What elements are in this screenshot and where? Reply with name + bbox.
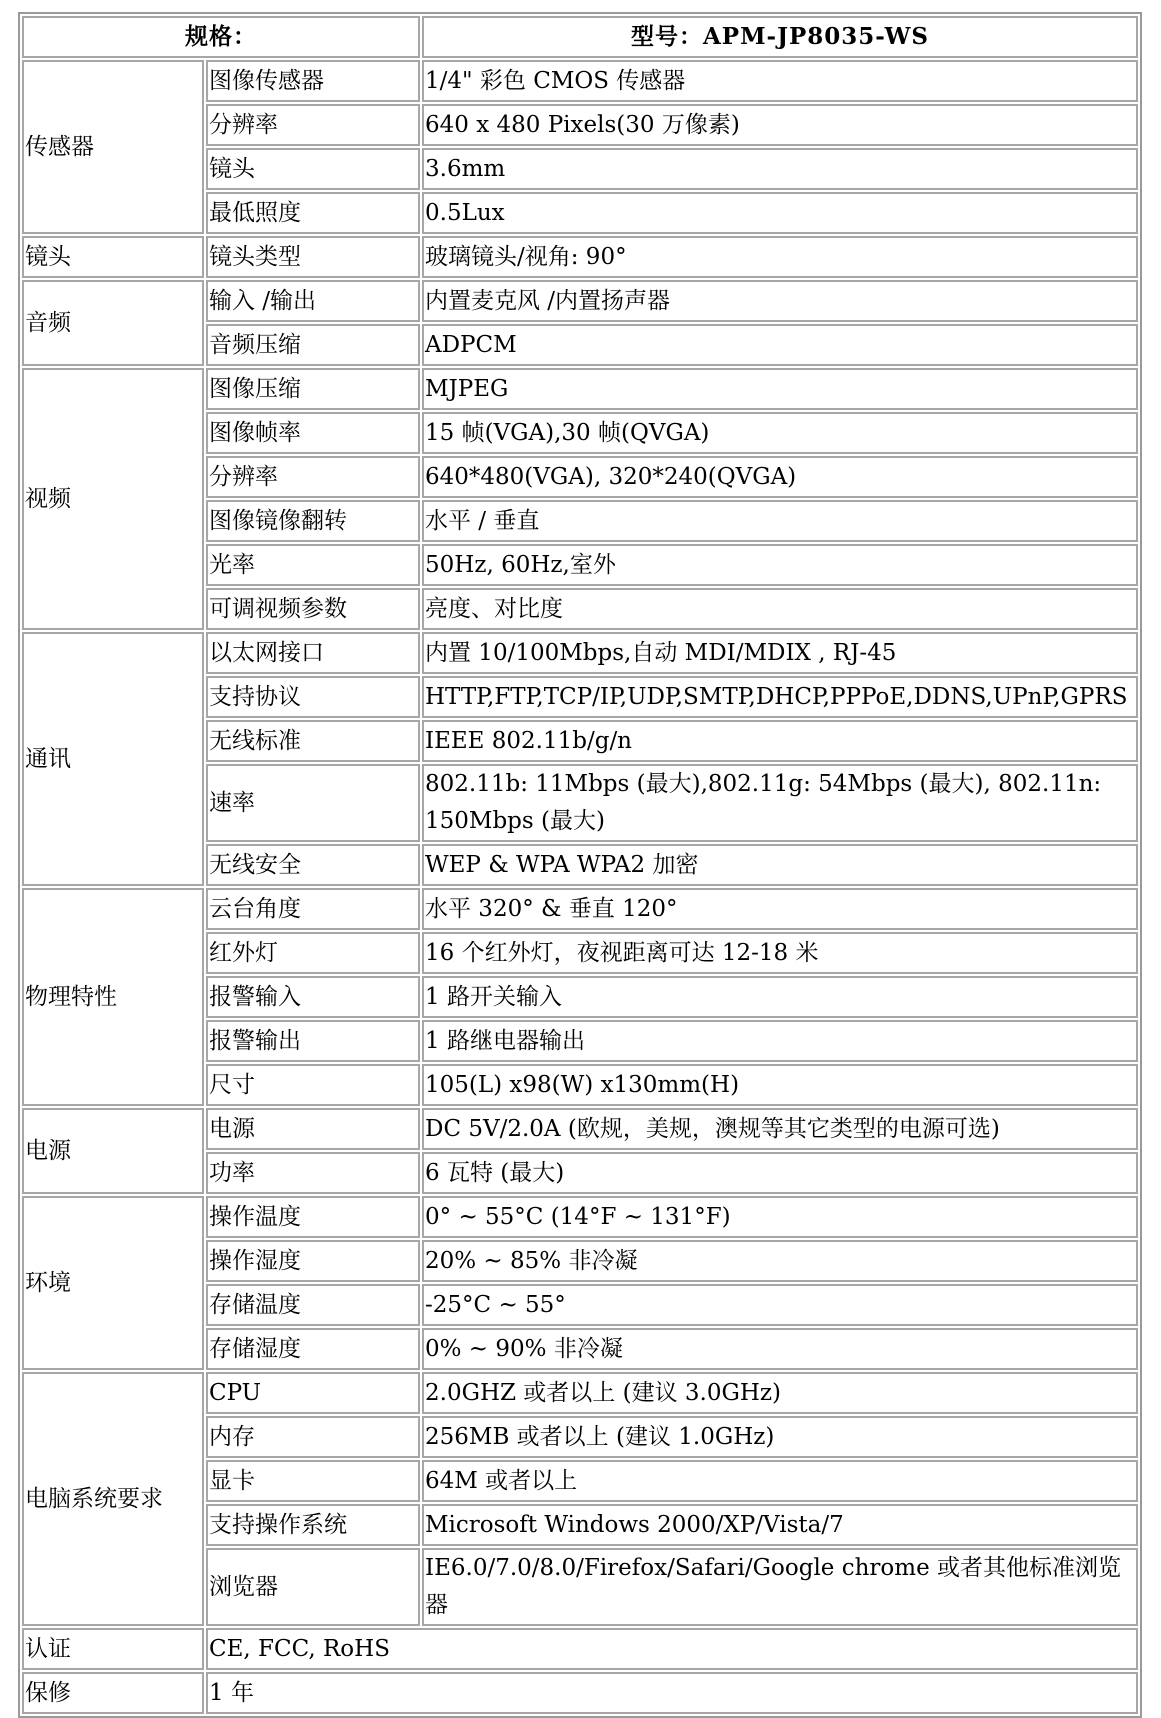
value-cell: WEP & WPA WPA2 加密 [422, 844, 1138, 886]
category-cell: 环境 [22, 1196, 204, 1370]
item-cell: 显卡 [206, 1460, 420, 1502]
item-cell: 最低照度 [206, 192, 420, 234]
value-cell: 1 路继电器输出 [422, 1020, 1138, 1062]
item-cell: 无线标准 [206, 720, 420, 762]
item-cell: 操作温度 [206, 1196, 420, 1238]
value-cell: 640 x 480 Pixels(30 万像素) [422, 104, 1138, 146]
value-cell: 6 瓦特 (最大) [422, 1152, 1138, 1194]
value-cell: 105(L) x98(W) x130mm(H) [422, 1064, 1138, 1106]
footer-row [22, 1628, 1138, 1670]
item-cell: 图像压缩 [206, 368, 420, 410]
category-cell: 电脑系统要求 [22, 1372, 204, 1626]
category-cell: 认证 [22, 1628, 204, 1670]
category-cell: 物理特性 [22, 888, 204, 1106]
value-cell: 15 帧(VGA),30 帧(QVGA) [422, 412, 1138, 454]
item-cell: 镜头类型 [206, 236, 420, 278]
item-cell: 存储湿度 [206, 1328, 420, 1370]
category-cell: 电源 [22, 1108, 204, 1194]
value-cell: 1 路开关输入 [422, 976, 1138, 1018]
spec-row [22, 280, 1138, 322]
value-cell: 亮度、对比度 [422, 588, 1138, 630]
category-cell: 音频 [22, 280, 204, 366]
category-cell: 视频 [22, 368, 204, 630]
spec-row [22, 1372, 1138, 1414]
item-cell: 图像帧率 [206, 412, 420, 454]
value-cell: 3.6mm [422, 148, 1138, 190]
item-cell: 内存 [206, 1416, 420, 1458]
value-cell: 1 年 [206, 1672, 1138, 1714]
value-cell: 水平 / 垂直 [422, 500, 1138, 542]
item-cell: 电源 [206, 1108, 420, 1150]
value-cell: 0° ~ 55°C (14°F ~ 131°F) [422, 1196, 1138, 1238]
spec-row [22, 60, 1138, 102]
value-cell: 内置 10/100Mbps,自动 MDI/MDIX , RJ-45 [422, 632, 1138, 674]
value-cell: 玻璃镜头/视角: 90° [422, 236, 1138, 278]
value-cell: 内置麦克风 /内置扬声器 [422, 280, 1138, 322]
item-cell: 输入 /输出 [206, 280, 420, 322]
spec-table [18, 12, 1142, 1718]
item-cell: 图像传感器 [206, 60, 420, 102]
value-cell: 0.5Lux [422, 192, 1138, 234]
value-cell: 640*480(VGA), 320*240(QVGA) [422, 456, 1138, 498]
spec-row [22, 368, 1138, 410]
item-cell: 分辨率 [206, 456, 420, 498]
item-cell: 浏览器 [206, 1548, 420, 1626]
value-cell: CE, FCC, RoHS [206, 1628, 1138, 1670]
value-cell: IEEE 802.11b/g/n [422, 720, 1138, 762]
spec-row [22, 1108, 1138, 1150]
value-cell: 802.11b: 11Mbps (最大),802.11g: 54Mbps (最大), 802.11n: 150Mbps (最大) [422, 764, 1138, 842]
item-cell: 功率 [206, 1152, 420, 1194]
value-cell: Microsoft Windows 2000/XP/Vista/7 [422, 1504, 1138, 1546]
item-cell: 分辨率 [206, 104, 420, 146]
header-spec: 规格： [22, 16, 420, 58]
value-cell: DC 5V/2.0A (欧规，美规，澳规等其它类型的电源可选) [422, 1108, 1138, 1150]
item-cell: 操作湿度 [206, 1240, 420, 1282]
item-cell: 云台角度 [206, 888, 420, 930]
spec-row [22, 888, 1138, 930]
value-cell: -25°C ~ 55° [422, 1284, 1138, 1326]
item-cell: 红外灯 [206, 932, 420, 974]
category-cell: 保修 [22, 1672, 204, 1714]
value-cell: 16 个红外灯，夜视距离可达 12-18 米 [422, 932, 1138, 974]
value-cell: 2.0GHZ 或者以上 (建议 3.0GHz) [422, 1372, 1138, 1414]
item-cell: 报警输入 [206, 976, 420, 1018]
value-cell: 水平 320° & 垂直 120° [422, 888, 1138, 930]
value-cell: HTTP,FTP,TCP/IP,UDP,SMTP,DHCP,PPPoE,DDNS,UPnP,GPRS [422, 676, 1138, 718]
category-cell: 通讯 [22, 632, 204, 886]
spec-row [22, 1196, 1138, 1238]
item-cell: 图像镜像翻转 [206, 500, 420, 542]
item-cell: 无线安全 [206, 844, 420, 886]
item-cell: CPU [206, 1372, 420, 1414]
item-cell: 速率 [206, 764, 420, 842]
item-cell: 尺寸 [206, 1064, 420, 1106]
value-cell: ADPCM [422, 324, 1138, 366]
header-row [22, 16, 1138, 58]
item-cell: 报警输出 [206, 1020, 420, 1062]
header-model: 型号：APM-JP8035-WS [422, 16, 1138, 58]
item-cell: 存储温度 [206, 1284, 420, 1326]
item-cell: 镜头 [206, 148, 420, 190]
item-cell: 支持操作系统 [206, 1504, 420, 1546]
spec-row [22, 632, 1138, 674]
value-cell: 0% ~ 90% 非冷凝 [422, 1328, 1138, 1370]
value-cell: IE6.0/7.0/8.0/Firefox/Safari/Google chrome 或者其他标准浏览器 [422, 1548, 1138, 1626]
category-cell: 镜头 [22, 236, 204, 278]
item-cell: 支持协议 [206, 676, 420, 718]
item-cell: 音频压缩 [206, 324, 420, 366]
item-cell: 以太网接口 [206, 632, 420, 674]
value-cell: 1/4" 彩色 CMOS 传感器 [422, 60, 1138, 102]
value-cell: MJPEG [422, 368, 1138, 410]
value-cell: 20% ~ 85% 非冷凝 [422, 1240, 1138, 1282]
value-cell: 50Hz, 60Hz,室外 [422, 544, 1138, 586]
category-cell: 传感器 [22, 60, 204, 234]
item-cell: 可调视频参数 [206, 588, 420, 630]
item-cell: 光率 [206, 544, 420, 586]
footer-row [22, 1672, 1138, 1714]
value-cell: 256MB 或者以上 (建议 1.0GHz) [422, 1416, 1138, 1458]
value-cell: 64M 或者以上 [422, 1460, 1138, 1502]
spec-row [22, 236, 1138, 278]
